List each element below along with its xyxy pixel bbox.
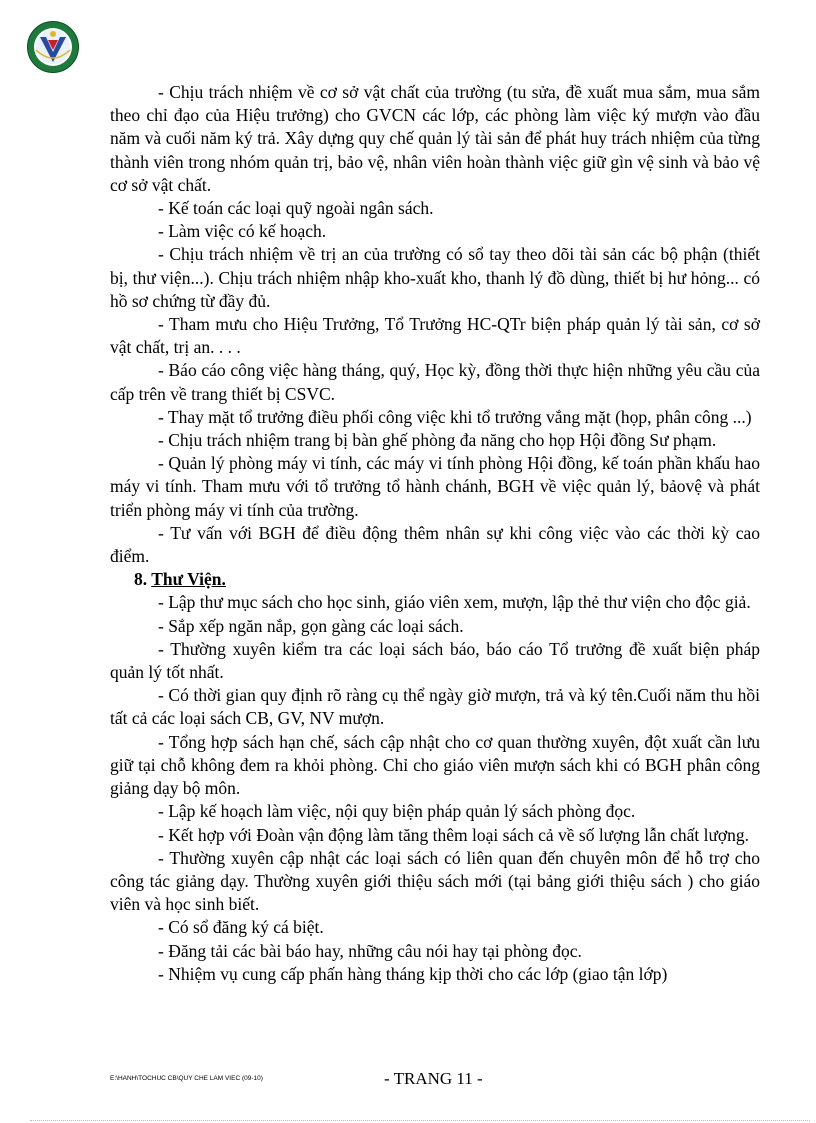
- document-body: [110, 81, 760, 986]
- library-duty-paragraph: - Có thời gian quy định rõ ràng cụ thể ngày giờ mượn, trả và ký tên.Cuối năm thu hồi tất cả các loại sách CB, GV, NV mượn.: [110, 685, 760, 729]
- library-duty-paragraph: - Thường xuyên cập nhật các loại sách có liên quan đến chuyên môn để hỗ trợ cho công tác giảng dạy. Thường xuyên giới thiệu sách mới (tại bảng giới thiệu sách ) cho giáo viên và học sinh biết.: [110, 847, 760, 915]
- duty-paragraph: - Chịu trách nhiệm về trị an của trường có sổ tay theo dõi tài sản các bộ phận (thiết bị, thư viện...). Chịu trách nhiệm nhập kho-xuất kho, thanh lý đồ dùng, thiết bị hư hỏng... có hồ sơ chứng từ đầy đủ.: [110, 244, 760, 311]
- page-bottom-divider: [30, 1120, 810, 1121]
- school-emblem-icon: [26, 20, 80, 74]
- library-duty-paragraph: - Có sổ đăng ký cá biệt.: [158, 917, 324, 938]
- duty-paragraph: - Tham mưu cho Hiệu Trưởng, Tổ Trưởng HC-QTr biện pháp quản lý tài sản, cơ sở vật chất, trị an. . . .: [110, 314, 760, 358]
- duty-paragraph: - Kế toán các loại quỹ ngoài ngân sách.: [158, 198, 434, 219]
- library-duty-paragraph: - Tổng hợp sách hạn chế, sách cập nhật cho cơ quan thường xuyên, đột xuất cần lưu giữ tại chỗ không đem ra khỏi phòng. Chỉ cho giáo viên mượn sách khi có BGH phân công giảng dạy bộ môn.: [110, 731, 760, 799]
- duty-paragraph: - Báo cáo công việc hàng tháng, quý, Học kỳ, đồng thời thực hiện những yêu cầu của cấp trên về trang thiết bị CSVC.: [110, 360, 760, 404]
- duty-paragraph: - Làm việc có kế hoạch.: [158, 221, 327, 242]
- section-title: Thư Viện.: [151, 569, 226, 590]
- library-duty-paragraph: - Thường xuyên kiểm tra các loại sách báo, báo cáo Tổ trưởng đề xuất biện pháp quản lý tốt nhất.: [110, 638, 760, 683]
- library-duty-paragraph: - Sắp xếp ngăn nắp, gọn gàng các loại sách.: [158, 615, 464, 636]
- library-duty-paragraph: - Lập kế hoạch làm việc, nội quy biện pháp quản lý sách phòng đọc.: [158, 801, 636, 822]
- section-number: 8.: [134, 569, 148, 590]
- library-duty-paragraph: - Lập thư mục sách cho học sinh, giáo viên xem, mượn, lập thẻ thư viện cho độc giả.: [158, 592, 751, 613]
- library-duty-paragraph: - Đăng tải các bài báo hay, những câu nói hay tại phòng đọc.: [158, 940, 582, 961]
- duty-paragraph: - Tư vấn với BGH để điều động thêm nhân sự khi công việc vào các thời kỳ cao điểm.: [110, 522, 760, 567]
- duty-paragraph: - Chịu trách nhiệm về cơ sở vật chất của trường (tu sửa, đề xuất mua sắm, mua sắm theo chỉ đạo của Hiệu trưởng) cho GVCN các lớp, các phòng làm việc ký mượn vào đầu năm và cuối năm ký trả. Xây dựng quy chế quản lý tài sản để phát huy trách nhiệm của từng thành viên trong nhóm quản trị, bảo vệ, nhân viên hoàn thành việc giữ gìn vệ sinh và bảo vệ cơ sở vật chất.: [110, 82, 760, 195]
- duty-paragraph: - Thay mặt tổ trưởng điều phối công việc khi tổ trưởng vắng mặt (họp, phân công ...): [158, 406, 752, 427]
- library-duty-paragraph: - Kết hợp với Đoàn vận động làm tăng thêm loại sách cả về số lượng lẫn chất lượng.: [158, 824, 750, 845]
- footer-file-path: E:\HANH\TOCHUC CB\QUY CHE LAM VIEC (09-10): [110, 1075, 263, 1082]
- section-heading: [110, 568, 760, 591]
- duty-paragraph: - Chịu trách nhiệm trang bị bàn ghế phòng đa năng cho họp Hội đồng Sư phạm.: [158, 430, 717, 451]
- library-duty-paragraph: - Nhiệm vụ cung cấp phấn hàng tháng kịp thời cho các lớp (giao tận lớp): [158, 963, 668, 984]
- duty-paragraph: - Quản lý phòng máy vi tính, các máy vi tính phòng Hội đồng, kế toán phần khấu hao máy vi tính. Tham mưu với tổ trưởng tổ hành chánh, BGH về việc quản lý, bảovệ và phát triển phòng máy vi tính của trường.: [110, 453, 760, 520]
- page-number: - TRANG 11 -: [384, 1069, 483, 1088]
